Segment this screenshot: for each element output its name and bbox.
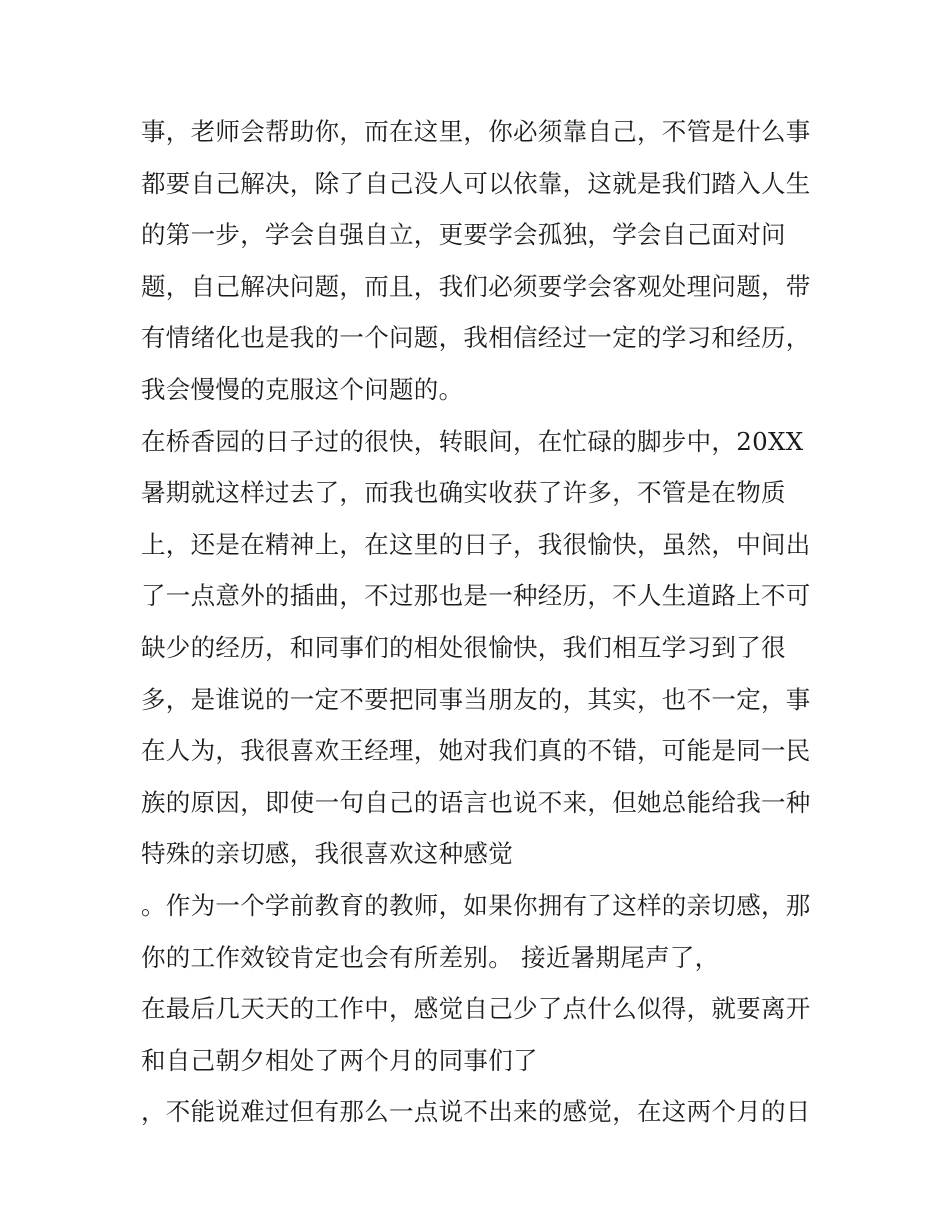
text-line: 都要自己解决，除了自己没人可以依靠，这就是我们踏入人生: [141, 168, 811, 198]
text-line: 多，是谁说的一定不要把同事当朋友的，其实，也不一定，事: [141, 684, 811, 714]
text-line: 题，自己解决问题，而且，我们必须要学会客观处理问题，带: [141, 271, 811, 301]
text-line: 你的工作效铰肯定也会有所差别。 接近暑期尾声了，: [141, 942, 720, 972]
text-line: 暑期就这样过去了，而我也确实收获了许多，不管是在物质: [141, 478, 786, 508]
text-line: 和自己朝夕相处了两个月的同事们了: [141, 1045, 538, 1075]
text-line: 在人为，我很喜欢王经理，她对我们真的不错，可能是同一民: [141, 736, 811, 766]
text-line: ，不能说难过但有那么一点说不出来的感觉，在这两个月的日: [141, 1097, 811, 1127]
text-line: 特殊的亲切感，我很喜欢这种感觉: [141, 839, 513, 869]
text-line: 在最后几天天的工作中，感觉自己少了点什么似得，就要离开: [141, 994, 811, 1024]
text-line: 的第一步，学会自强自立，更要学会孤独，学会自己面对问: [141, 220, 786, 250]
text-line: 有情绪化也是我的一个问题，我相信经过一定的学习和经历，: [141, 323, 811, 353]
text-line: 在桥香园的日子过的很快，转眼间，在忙碌的脚步中，20XX: [141, 426, 804, 456]
body-text: [141, 106, 821, 1138]
text-line: 缺少的经历，和同事们的相处很愉快，我们相互学习到了很: [141, 632, 786, 662]
text-line: 我会慢慢的克服这个问题的。: [141, 374, 464, 404]
text-line: 事，老师会帮助你，而在这里，你必须靠自己，不管是什么事: [141, 117, 811, 146]
text-line: 上，还是在精神上，在这里的日子，我很愉快，虽然，中间出: [141, 529, 811, 559]
text-line: 了一点意外的插曲，不过那也是一种经历，不人生道路上不可: [141, 581, 811, 611]
text-line: 族的原因，即使一句自己的语言也说不来，但她总能给我一种: [141, 787, 811, 817]
text-line: 。作为一个学前教育的教师，如果你拥有了这样的亲切感，那: [141, 890, 811, 920]
